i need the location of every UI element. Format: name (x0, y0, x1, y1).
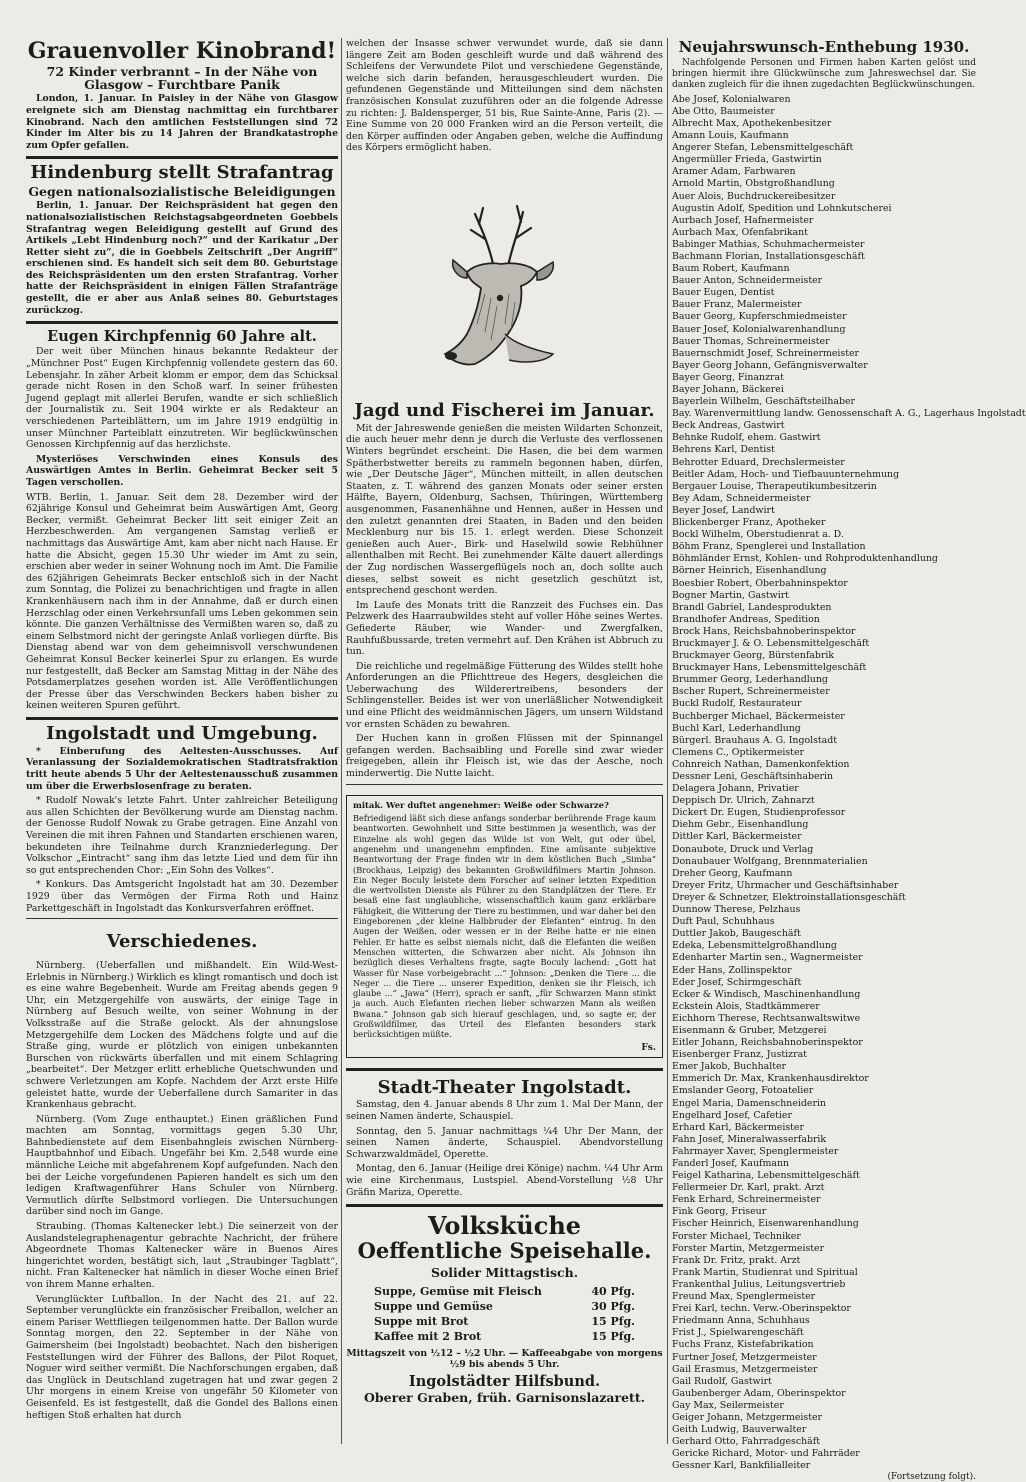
volkskueche-hours: Mittagszeit von ½12 – ½2 Uhr. — Kaffeeabgabe von morgens ½9 bis abends 5 Uhr. (346, 1347, 663, 1371)
list-item: Gericke Richard, Motor- und Fahrräder (672, 1448, 860, 1460)
list-item: Dessner Leni, Geschäftsinhaberin (672, 771, 834, 782)
duft-signature: Fs. (641, 1042, 656, 1053)
list-item: Erhard Karl, Bäckermeister (672, 1121, 804, 1133)
list-item: Dittler Karl, Bäckermeister (672, 831, 802, 843)
list-item: Edeka, Lebensmittelgroßhandlung (672, 940, 837, 952)
list-item: Buckl Rudolf, Restaurateur (672, 698, 802, 710)
menu-price: 40 Pfg. (591, 1284, 635, 1298)
kirchpfennig-headline: Eugen Kirchpfennig 60 Jahre alt. (47, 328, 317, 346)
volkskueche-address: Oberer Graben, früh. Garnisonslazarett. (364, 1389, 645, 1405)
list-item: Geith Ludwig, Bauverwalter (672, 1424, 807, 1436)
list-item: Bruckmayer Georg, Bürstenfabrik (672, 650, 835, 662)
list-item: Frist J., Spielwarengeschäft (672, 1327, 804, 1339)
deer-head-illustration (405, 194, 605, 384)
list-item: Blickenberger Franz, Apotheker (672, 517, 826, 529)
list-item: Bayer Johann, Bäckerei (672, 384, 784, 395)
theater-headline: Stadt-Theater Ingolstadt. (377, 1076, 632, 1098)
divider (346, 784, 663, 785)
list-item: Edenharter Martin sen., Wagnermeister (672, 952, 863, 964)
jagd-article-3: Die reichliche und regelmäßige Fütterung des Wildes stellt hohe Anforderungen an die Pflichttreue des Hegers, desgleichen die Ueberwachung des Wilderertreibens, besonders der Schlingensteller. Beides ist wer von unerläßlicher Notwendigkeit und eine Pflicht des weidmännischen Jägers, um unsern Wildstand vor ernsten Schäden zu bewahren. (346, 660, 663, 730)
menu-price: 30 Pfg. (591, 1299, 635, 1313)
list-item: Emer Jakob, Buchhalter (672, 1061, 787, 1073)
list-item: Gay Max, Seilermeister (672, 1399, 784, 1411)
list-item: Fuchs Franz, Kistefabrikation (672, 1339, 814, 1351)
list-item: Bayerlein Wilhelm, Geschäftsteilhaber (672, 396, 856, 408)
konsul-article: WTB. Berlin, 1. Januar. Seit dem 28. Dezember wird der 62jährige Konsul und Geheimrat beim Auswärtigen Amt, Georg Becker, vermißt. Geheimrat Becker litt seit einiger Zeit an Herzbeschwerden. Am vergangenen Samstag verließ er nachmittags das Auswärtige Amt, kam aber nicht nach Hause. Er hatte die Absicht, gegen 15.30 Uhr wieder im Amt zu sein, erschien aber weder in seiner Wohnung noch im Amt. Die Familie des 62jährigen Geheimrats Becker entschloß sich in der Nacht zum Sonntag, die Polizei zu benachrichtigen und fragte in allen Krankenhäusern nach ihm in der Annahme, daß er durch einen Herzschlag oder einen Verkehrsunfall ums Leben gekommen sein könnte. Die ganzen Verhältnisse des Vermißten waren so, daß zu einem Selbstmord nicht der geringste Anlaß vorliegen dürfte. Bis Dienstag abend war von dem geheimnisvoll verschwundenen Geheimrat Konsul Becker keinerlei Spur zu erlangen. Es wurde nur festgestellt, daß Becker am Samstag Mittag in der Nähe des Potsdamerplatzes gesehen worden ist. Alle Veröffentlichungen der Presse über das Verschwinden Beckers haben bisher zu keinen weiteren Spuren geführt. (26, 491, 338, 712)
list-item: Eisenberger Franz, Justizrat (672, 1049, 807, 1061)
list-item: Duft Paul, Schuhhaus (672, 916, 775, 928)
theater-ad (346, 1068, 663, 1199)
list-item: Gail Rudolf, Gastwirt (672, 1375, 772, 1387)
list-item: Emslander Georg, Fotoatelier (672, 1085, 814, 1097)
divider (26, 156, 338, 159)
list-item: Gessner Karl, Bankfilialleiter (672, 1460, 811, 1472)
volkskueche-title: Volksküche (427, 1211, 582, 1241)
jagd-article-4: Der Huchen kann in großen Flüssen mit der Spinnangel gefangen werden. Bachsaibling und Forelle sind zwar wieder freigegeben, allein ihr Fleisch ist, wie das der Aesche, noch minderwertig. Die Nutte laicht. (346, 733, 663, 780)
column-left (26, 38, 338, 1448)
list-item: Donaubauer Wolfgang, Brennmaterialien (672, 855, 868, 867)
duft-article: Befriedigend läßt sich diese anfangs sonderbar berührende Frage kaum beantworten. Gewohnheit und Sitte bestimmen ja wesentlich, was der Einzelne als wohl gegen das Wilde ist von Welt, gut oder übel, angenehm und unangenehm empfinden. Eine amüsante subjektive Beantwortung der Frage finden wir in dem köstlichen Buch „Simba“ (Brockhaus, Leipzig) des bekannten Großwildfilmers Martin Johnson. Ein Neger Boculy leistete dem Forscher auf seiner letzten Expedition die wertvollsten Dienste als Führer zu den Standplätzen der Tiere. Er besaß eine fast unglaubliche, wissenschaftlich kaum ganz erklärbare Fähigkeit, die Witterung der Tiere zu bestimmen, und war daher bei den Eingeborenen „der kleine Halbbruder der Elefanten“ eintrug. In den Augen der Weißen, oder wessen er in der Reihe hatte er nie einen Fehler. Er hatte es selbst niemals nicht, daß die Elefanten die weißen Menschen witterten, die Schwarzen aber nicht. Als Johnson ihn bezüglich dieses Verhaltens fragte, sagte Boculy lachend: „Gott hat Wasser für Nase vorbeigebracht ...“ Johnson: „Denken die Tiere ... die Neger ... die Tiere ... unserer Expedition, denken sie ihr Fleisch, ich glaube ...“ „Jawa“ (Herr), sprach er sanft, „für Schwarzen Mann stinkt ja auch. Auch Elefanten riechen lieber schwarzen Mann als weißen Bwana.“ Johnson gab sich hierauf geschlagen, und, so sagte er, der Großwildfilmer, das Urteil des Elefanten besonders stark berücksichtigen müßte. (353, 813, 656, 1040)
column-divider (667, 38, 668, 1444)
menu-row (346, 1314, 663, 1329)
hindenburg-article: Berlin, 1. Januar. Der Reichspräsident hat gegen den nationalsozialistischen Reichstagsabgeordneten Goebbels Strafantrag wegen Beleidigung gestellt auf Grund des Artikels „Lebt Hindenburg noch?“ und der Karikatur „Der Retter sieht zu“, die in Goebbels Zeitschrift „Der Angriff“ erschienen sind. Es handelt sich seit dem 80. Geburtstage des Reichspräsidenten um den ersten Strafantrag. Vorher hatte der Reichspräsident in einigen Fällen Strafanträge gestellt, die er aber aus Anlaß seines 80. Geburtstages zurückzog. (26, 200, 338, 316)
list-item: Fellermeier Dr. Karl, prakt. Arzt (672, 1182, 825, 1194)
neujahr-intro: Nachfolgende Personen und Firmen haben Karten gelöst und bringen hiermit ihre Glückwünsche zum Jahreswechsel dar. Sie danken zugleich für die ihnen zugedachten Beglückwünschungen. (672, 57, 976, 90)
list-item: Deppisch Dr. Ulrich, Zahnarzt (672, 795, 815, 807)
list-item: Forster Michael, Techniker (672, 1230, 801, 1242)
menu-item: Suppe, Gemüse mit Fleisch (374, 1284, 542, 1298)
list-item: Buchl Karl, Lederhandlung (672, 722, 801, 734)
list-item: Bauernschmidt Josef, Schreinermeister (672, 347, 860, 359)
list-item: Aurbach Max, Ofenfabrikant (672, 226, 808, 238)
ingolstadt-aeltesten: * Einberufung des Aeltesten-Ausschusses. Auf Veranlassung der Sozialdemokratischen Stadtratsfraktion tritt heute abends 5 Uhr der Aeltestenausschuß zusammen um über die Erwerbslosenfrage zu beraten. (26, 745, 338, 792)
list-item: Boesbier Robert, Oberbahninspektor (672, 577, 848, 589)
list-item: Bruckmayer J. & O. Lebensmittelgeschäft (672, 637, 870, 649)
divider (26, 918, 338, 919)
list-item: Frei Karl, techn. Verw.-Oberinspektor (672, 1303, 851, 1315)
ingolstadt-nowak: * Rudolf Nowak's letzte Fahrt. Unter zahlreicher Beteiligung aus allen Schichten der Bevölkerung wurde am Dienstag nachm. der Genosse Rudolf Nowak zu Grabe getragen. Eine Anzahl von Vereinen die mit ihren Fahnen und Standarten erschienen waren, bekundeten ihre Teilnahme durch Kranzniederlegung. Der Volkschor „Eintracht“ sang ihm das letzte Lied und dem für ihn so gut entsprechenden Chor: „Ein Sohn des Volkes“. (26, 795, 338, 876)
list-item: Geiger Johann, Metzgermeister (672, 1411, 823, 1423)
verschiedenes-nuernberg-1: Nürnberg. (Ueberfallen und mißhandelt. Ein Wild-West-Erlebnis in Nürnberg.) Wirklich es klingt romantisch und doch ist es eine wahre Begebenheit. Wurde am Freitag abends gegen 9 Uhr, ein Metzgergehilfe von auswärts, der einige Tage in Nürnberg auf Besuch weilte, von seiner Wohnung in der Volksstraße auf die Straße gelockt. Als der ahnungslose Metzgergehilfe dem Locken des Mädchens folgte und auf die Straße ging, wurde er plötzlich von einigen unbekannten Burschen von rückwärts überfallen und mit einem Schlagring „bearbeitet“. Der Metzger erlitt erhebliche Quetschwunden und schwere Verletzungen am Kopfe. Nachdem der Arzt erste Hilfe geleistet hatte, wurde der Ueberfallene durch Samariter in das Krankenhaus gebracht. (26, 959, 338, 1111)
list-item: Bauer Thomas, Schreinermeister (672, 335, 830, 347)
list-item: Frank Dr. Fritz, prakt. Arzt (672, 1254, 801, 1266)
jagd-article-1: Mit der Jahreswende genießen die meisten Wildarten Schonzeit, die auch heuer mehr denn je durch die Verluste des verflossenen Winters begründet erscheint. Die Hasen, die bei dem warmen Spätherbstwetter bereits zu rammeln begonnen haben, dürfen, wie „Der Deutsche Jäger“, München mitteilt, in allen deutschen Staaten, z. T. während des ganzen Monats oder seiner ersten Hälfte, Bayern, Oldenburg, Sachsen, Thüringen, Württemberg ausgenommen, Fasanenhähne und Hennen, außer in Hessen und den zuletzt genannten drei Staaten, in Baden und den beiden Mecklenburg nur bis 15. 1. erlegt werden. Diese Schonzeit genießen auch Auer-, Birk- und Haselwild sowie Rebhühner allenthalben mit Recht. Bei zunehmender Kälte dauert allerdings der Zug nordischen Wassergeflügels noch an, doch sollte auch dieses, selbst soweit es nicht gesetzlich geschützt ist, entsprechend geschont werden. (346, 422, 663, 597)
menu-row (346, 1284, 663, 1299)
menu-item: Suppe und Gemüse (374, 1299, 493, 1313)
list-item: Behrens Karl, Dentist (672, 444, 775, 456)
menu-row (346, 1299, 663, 1314)
list-item: Angermüller Frieda, Gastwirtin (672, 154, 822, 166)
list-item: Fanderl Josef, Kaufmann (672, 1158, 790, 1169)
list-item: Diehm Gebr., Eisenhandlung (672, 819, 809, 831)
list-item: Dreyer Fritz, Uhrmacher und Geschäftsinhaber (672, 879, 899, 891)
list-item: Bauer Georg, Kupferschmiedmeister (672, 311, 847, 323)
verschiedenes-nuernberg-2: Nürnberg. (Vom Zuge enthauptet.) Einen gräßlichen Fund machten am Sonntag, vormittags gegen 5.30 Uhr, Bahnbedienstete auf dem Eisenbahngleis zwischen Nürnberg-Hauptbahnhof und Eibach. Ungefähr bei Km. 2,548 wurde eine männliche Leiche mit abgefahrenem Kopf aufgefunden. Nach den bei der Leiche vorgefundenen Papieren handelt es sich um den ledigen Kraftwagenführer Hans Schuler von Nürnberg. Vermutlich dürfte Selbstmord vorliegen. Die Untersuchungen darüber sind noch im Gange. (26, 1113, 338, 1218)
list-item: Freund Max, Spenglermeister (672, 1291, 816, 1303)
list-item: Brandhofer Andreas, Spedition (672, 613, 820, 625)
list-item: Forster Martin, Metzgermeister (672, 1242, 825, 1254)
list-item: Bockl Wilhelm, Oberstudienrat a. D. (672, 529, 844, 541)
list-item: Abe Otto, Baumeister (672, 105, 775, 117)
list-item: Duttler Jakob, Baugeschäft (672, 928, 801, 940)
list-item: Emmerich Dr. Max, Krankenhausdirektor (672, 1073, 869, 1085)
menu-row (346, 1329, 663, 1344)
kino-article: London, 1. Januar. In Paisley in der Nähe von Glasgow ereignete sich am Dienstag nachmittag ein furchtbarer Kinobrand. Nach den amtlichen Feststellungen sind 72 Kinder im Alter bis zu 14 Jahren der Brandkatastrophe zum Opfer gefallen. (26, 93, 338, 151)
hindenburg-subheadline: Gegen nationalsozialistische Beleidigungen (28, 184, 336, 200)
neujahr-list (672, 93, 1026, 1473)
verschiedenes-headline: Verschiedenes. (106, 931, 258, 953)
list-item: Bayer Georg, Finanzrat (672, 371, 784, 383)
list-item: Augustin Adolf, Spedition und Lohnkutscherei (672, 202, 892, 214)
list-item: Eder Hans, Zollinspektor (672, 964, 792, 976)
list-item: Eisenmann & Gruber, Metzgerei (672, 1024, 827, 1036)
list-item: Böhmländer Ernst, Kohlen- und Rohproduktenhandlung (672, 553, 938, 565)
list-item: Bscher Rupert, Schreinermeister (672, 686, 830, 698)
list-item: Eitler Johann, Reichsbahnoberinspektor (672, 1037, 863, 1049)
list-item: Frank Martin, Studienrat und Spiritual (672, 1266, 858, 1278)
list-item: Dickert Dr. Eugen, Studienprofessor (672, 807, 846, 819)
list-item: Bauer Eugen, Dentist (672, 287, 775, 299)
verschiedenes-luftballon: Verunglückter Luftballon. In der Nacht des 21. auf 22. September verunglückte ein französischer Freiballon, welcher an einem Pariser Wettfliegen teilgenommen hatte. Der Ballon wurde Sonntag morgen, den 22. September in der Nähe von Gaimersheim (bei Ingolstadt) beobachtet. Nach den bisherigen Feststellungen wird der Führer des Ballons, der Pilot Roquet, Noguer wird seither vermißt. Die Nachforschungen ergaben, daß das Unglück in Deutschland zugetragen hat und zwar gegen 2 Uhr morgens in einem Kreise von ungefähr 50 Kilometer von Geisenfeld. Es ist festgestellt, daß die Gondel des Ballons einen heftigen Stoß erhalten hat durch (26, 1293, 338, 1421)
list-item: Ecker & Windisch, Maschinenhandlung (672, 988, 861, 1000)
list-item: Fahrmayer Xaver, Spenglermeister (672, 1145, 839, 1157)
list-item: Amann Louis, Kaufmann (672, 130, 789, 142)
menu-price: 15 Pfg. (591, 1314, 635, 1328)
konsul-lead: Mysteriöses Verschwinden eines Konsuls des Auswärtigen Amtes in Berlin. Geheimrat Becker seit 5 Tagen verschollen. (26, 453, 338, 489)
list-item: Eckstein Alois, Stadtkämmerer (672, 1000, 820, 1012)
volkskueche-mittagstisch: Solider Mittagstisch. (430, 1265, 579, 1281)
divider (26, 717, 338, 720)
column-divider (341, 38, 342, 1444)
list-item: Bruckmayer Hans, Lebensmittelgeschäft (672, 662, 867, 674)
list-item: Donaubote, Druck und Verlag (672, 843, 814, 855)
volkskueche-subtitle: Oeffentliche Speisehalle. (357, 1238, 652, 1264)
kino-subheadline: 72 Kinder verbrannt – In der Nähe von Glasgow – Furchtbare Panik (46, 64, 318, 93)
list-item: Gerhard Otto, Fahrradgeschäft (672, 1436, 820, 1448)
list-item: Bauer Franz, Malermeister (672, 299, 802, 311)
list-item: Beitler Adam, Hoch- und Tiefbauunternehmung (672, 468, 900, 480)
jagd-article-2: Im Laufe des Monats tritt die Ranzzeit des Fuchses ein. Das Pelzwerk des Haarraubwildes steht auf voller Höhe seines Wertes. Gefiederte Räuber, wie Wander- und Zwergfalken, Rauhfußbussarde, treten vermehrt auf. Den Krähen ist Abbruch zu tun. (346, 599, 663, 658)
list-item: Brummer Georg, Lederhandlung (672, 674, 828, 686)
list-item: Dreyer & Schnetzer, Elektroinstallationsgeschäft (672, 891, 906, 903)
hindenburg-headline: Hindenburg stellt Strafantrag (30, 162, 334, 184)
list-item: Cohnreich Nathan, Damenkonfektion (672, 758, 850, 770)
theater-saturday: Samstag, den 4. Januar abends 8 Uhr zum 1. Mal Der Mann, der seinen Namen änderte, Schauspiel. (346, 1099, 663, 1123)
list-item: Brock Hans, Reichsbahnoberinspektor (672, 625, 856, 637)
duft-lead: mitak. Wer duftet angenehmer: Weiße oder Schwarze? (353, 799, 609, 810)
list-item: Bürgerl. Brauhaus A. G. Ingolstadt (672, 734, 838, 746)
list-item: Dunnow Therese, Pelzhaus (672, 904, 801, 916)
list-item: Arnold Martin, Obstgroßhandlung (672, 178, 835, 190)
list-item: Bergauer Louise, Therapeutikumbesitzerin (672, 480, 877, 492)
theater-monday: Montag, den 6. Januar (Heilige drei Könige) nachm. ¼4 Uhr Arm wie eine Kirchenmaus, Lustspiel. Abend-Vorstellung ½8 Uhr Gräfin Mariza, Operette. (346, 1163, 663, 1198)
list-item: Albrecht Max, Apothekenbesitzer (672, 117, 832, 129)
list-item: Behnke Rudolf, ehem. Gastwirt (672, 432, 821, 444)
kino-headline: Grauenvoller Kinobrand! (27, 38, 337, 64)
list-item: Fahn Josef, Mineralwasserfabrik (672, 1133, 827, 1145)
list-item: Dreher Georg, Kaufmann (672, 867, 793, 879)
list-item: Gail Erasmus, Metzgermeister (672, 1363, 818, 1375)
list-item: Frankenthal Julius, Leitungsvertrieb (672, 1278, 846, 1290)
volkskueche-org: Ingolstädter Hilfsbund. (408, 1372, 601, 1390)
list-item: Engelhard Josef, Cafetier (672, 1109, 792, 1121)
list-item: Auer Alois, Buchdruckereibesitzer (672, 190, 836, 202)
list-item: Behrotter Eduard, Drechslermeister (672, 456, 845, 468)
list-item: Delagera Johann, Privatier (672, 783, 799, 795)
list-item: Aramer Adam, Farbwaren (672, 166, 796, 178)
duft-box (346, 795, 663, 1058)
list-item: Bachmann Florian, Installationsgeschäft (672, 250, 865, 262)
list-item: Baum Robert, Kaufmann (672, 263, 790, 275)
list-item: Bey Adam, Schneidermeister (672, 492, 811, 504)
neujahr-headline: Neujahrswunsch-Enthebung 1930. (678, 38, 970, 56)
divider (26, 321, 338, 324)
list-item: Aurbach Josef, Hafnermeister (672, 214, 814, 226)
list-item: Friedmann Anna, Schuhhaus (672, 1315, 810, 1327)
column-right (672, 38, 1026, 1482)
neujahr-continued: (Fortsetzung folgt). (887, 1472, 976, 1482)
list-item: Buchberger Michael, Bäckermeister (672, 710, 845, 722)
menu-price: 15 Pfg. (591, 1329, 635, 1343)
list-item: Furtner Josef, Metzgermeister (672, 1351, 817, 1363)
balloon-continuation: welchen der Insasse schwer verwundet wurde, daß sie dann längere Zeit am Boden geschleift wurde und daß während des Schleifens der Verwundete Pilot und verschiedene Gegenstände, welche sich darin befanden, herausgeschleudert wurden. Die gefundenen Gegenstände und Mitteilungen sind dem nächsten französischen Konsulat zuzuführen oder an die folgende Adresse zu richten: J. Baldensperger, 51 bis, Rue Sainte-Anne, Paris (2). — Eine Summe von 20 000 Franken wird an die Person verteilt, die den Körper auffinden oder Angaben geben, welche die Auffindung des Körpers ermöglicht haben. (346, 38, 663, 154)
list-item: Eichhorn Therese, Rechtsanwaltswitwe (672, 1012, 861, 1024)
ingolstadt-konkurs: * Konkurs. Das Amtsgericht Ingolstadt hat am 30. Dezember 1929 über das Vermögen der Firma Roth und Hainz Parkettgeschäft in Ingolstadt das Konkursverfahren eröffnet. (26, 879, 338, 914)
list-item: Feigel Katharina, Lebensmittelgeschäft (672, 1170, 860, 1182)
list-item: Beck Andreas, Gastwirt (672, 420, 785, 432)
menu-item: Kaffee mit 2 Brot (374, 1329, 482, 1343)
list-item: Fink Georg, Friseur (672, 1206, 767, 1218)
volkskueche-ad (346, 1204, 663, 1404)
list-item: Bayer Georg Johann, Gefängnisverwalter (672, 359, 868, 371)
list-item: Bogner Martin, Gastwirt (672, 589, 789, 601)
list-item: Angerer Stefan, Lebensmittelgeschäft (672, 142, 854, 154)
list-item: Brandl Gabriel, Landesprodukten (672, 601, 832, 613)
list-item: Beyer Josef, Landwirt (672, 504, 775, 516)
list-item: Abe Josef, Kolonialwaren (672, 93, 791, 105)
list-item: Bay. Warenvermittlung landw. Genossenschaft A. G., Lagerhaus Ingolstadt (672, 408, 1026, 420)
list-item: Bauer Josef, Kolonialwarenhandlung (672, 323, 846, 335)
list-item: Gaubenberger Adam, Oberinspektor (672, 1387, 846, 1399)
list-item: Eder Josef, Schirmgeschäft (672, 976, 802, 988)
theater-sunday: Sonntag, den 5. Januar nachmittags ¼4 Uhr Der Mann, der seinen Namen änderte, Schauspiel. Abendvorstellung Schwarzwaldmädel, Operette. (346, 1125, 663, 1160)
ingolstadt-headline: Ingolstadt und Umgebung. (46, 722, 318, 744)
list-item: Babinger Mathias, Schuhmachermeister (672, 238, 865, 250)
list-item: Bauer Anton, Schneidermeister (672, 275, 823, 287)
list-item: Börner Heinrich, Eisenhandlung (672, 565, 827, 577)
menu-item: Suppe mit Brot (374, 1314, 469, 1328)
column-middle (346, 38, 663, 1448)
jagd-headline: Jagd und Fischerei im Januar. (354, 399, 655, 421)
list-item: Engel Maria, Damenschneiderin (672, 1097, 826, 1109)
verschiedenes-straubing: Straubing. (Thomas Kaltenecker lebt.) Die seinerzeit von der Auslandstelegraphenagentur gebrachte Nachricht, der frühere Abgeordnete Thomas Kaltenecker wäre in Buenos Aires hingerichtet worden, bestätigt sich, laut „Straubinger Tagblatt“, nicht. Fran Kaltenecker hat nämlich in dieser Woche einen Brief von ihrem Manne erhalten. (26, 1221, 338, 1291)
list-item: Clemens C., Optikermeister (672, 746, 804, 758)
list-item: Böhm Franz, Spenglerei und Installation (672, 541, 866, 553)
kirchpfennig-article: Der weit über München hinaus bekannte Redakteur der „Münchner Post“ Eugen Kirchpfennig vollendete gestern das 60. Lebensjahr. In zäher Arbeit klomm er empor, dem das Schicksal gerade nicht Rosen in den Schoß warf. In seiner frühesten Jugend geplagt mit allerlei Berufen, wandte er sich schließlich der Journalistik zu. Seit 1904 wirkte er als Redakteur an verschiedenen Parteiblättern, um im Jahre 1919 endgültig in unser Münchner Parteiblatt einzutreten. Wir beglückwünschen Genossen Kirchpfennig auf das herzlichste. (26, 346, 338, 451)
list-item: Fenk Erhard, Schreinermeister (672, 1194, 821, 1206)
list-item: Fischer Heinrich, Eisenwarenhandlung (672, 1218, 859, 1230)
